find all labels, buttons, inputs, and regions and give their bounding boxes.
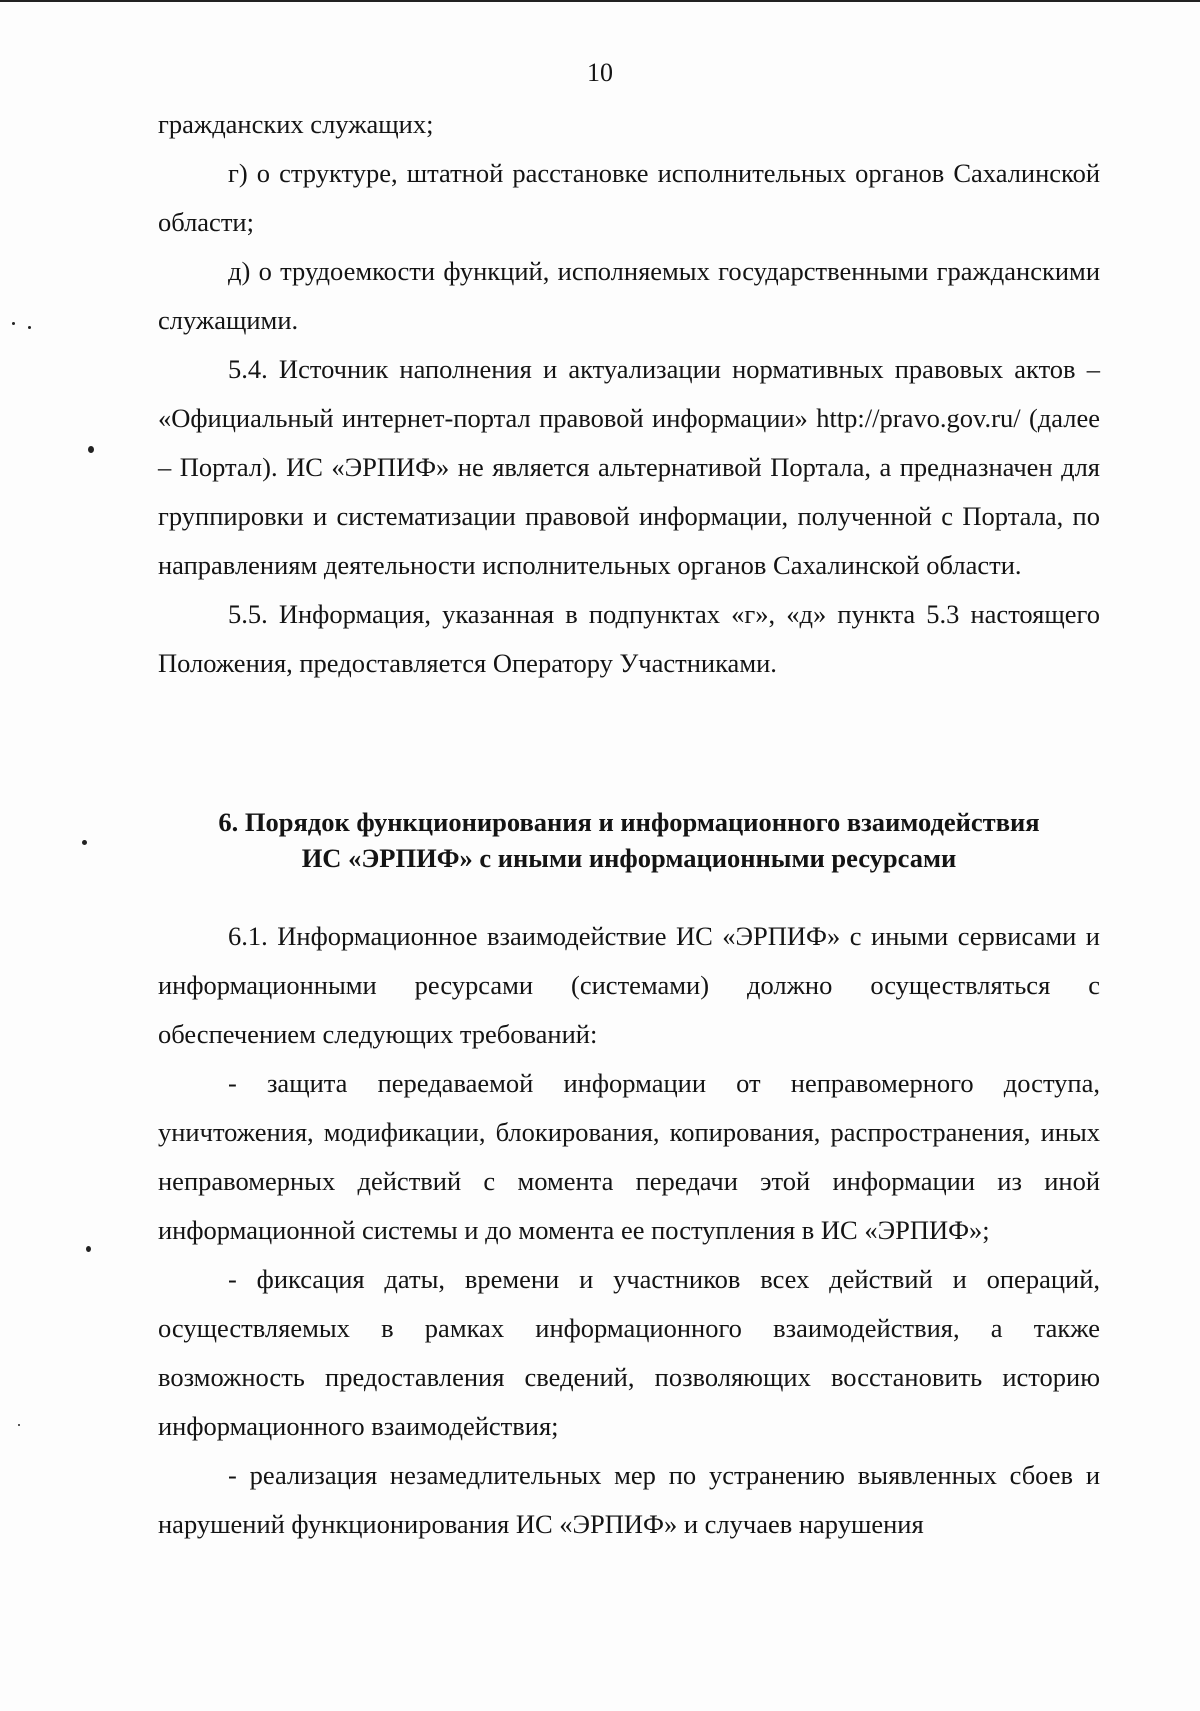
scan-speck [82,840,87,845]
paragraph-requirement-logging: - фиксация даты, времени и участников всех действий и операций, осуществляемых в рамках информационного взаимодействия, а также возможность предоставления сведений, позволяющих восстановить историю информационного взаимодействия; [158,1264,1100,1441]
paragraph-6-1: 6.1. Информационное взаимодействие ИС «ЭРПИФ» с иными сервисами и информационными ресурсами (системами) должно осуществляться с обеспечением следующих требований: [158,921,1100,1049]
scan-speck [18,1424,20,1426]
section-heading [158,804,1100,876]
page-number: 10 [587,58,613,87]
scan-speck [88,446,94,453]
scan-speck [12,322,15,325]
paragraph-requirement-protection: - защита передаваемой информации от неправомерного доступа, уничтожения, модификации, блокирования, копирования, распространения, иных неправомерных действий с момента передачи этой информации из иной информационной системы и до момента ее поступления в ИС «ЭРПИФ»; [158,1068,1100,1245]
paragraph-item-d: д) о трудоемкости функций, исполняемых государственными гражданскими служащими. [158,256,1100,335]
scan-speck [28,326,31,329]
section-heading-line-1: 6. Порядок функционирования и информационного взаимодействия [218,807,1040,837]
paragraph-5-5: 5.5. Информация, указанная в подпунктах «г», «д» пункта 5.3 настоящего Положения, предоставляется Оператору Участниками. [158,599,1100,678]
paragraph-requirement-remediation: - реализация незамедлительных мер по устранению выявленных сбоев и нарушений функционирования ИС «ЭРПИФ» и случаев нарушения [158,1460,1100,1539]
text-block-before-heading [158,100,1100,688]
paragraph-5-4: 5.4. Источник наполнения и актуализации нормативных правовых актов – «Официальный интернет-портал правовой информации» http://pravo.gov.ru/ (далее – Портал). ИС «ЭРПИФ» не является альтернативой Портала, а предназначен для группировки и систематизации правовой информации, полученной с Портала, по направлениям деятельности исполнительных органов Сахалинской области. [158,354,1100,580]
paragraph-item-g: г) о структуре, штатной расстановке исполнительных органов Сахалинской области; [158,158,1100,237]
section-heading-line-2: ИС «ЭРПИФ» с иными информационными ресурсами [301,843,957,873]
scan-speck [86,1246,91,1252]
scan-top-edge [0,0,1200,2]
text-block-after-heading [158,912,1100,1549]
paragraph-continuation: гражданских служащих; [158,109,434,139]
